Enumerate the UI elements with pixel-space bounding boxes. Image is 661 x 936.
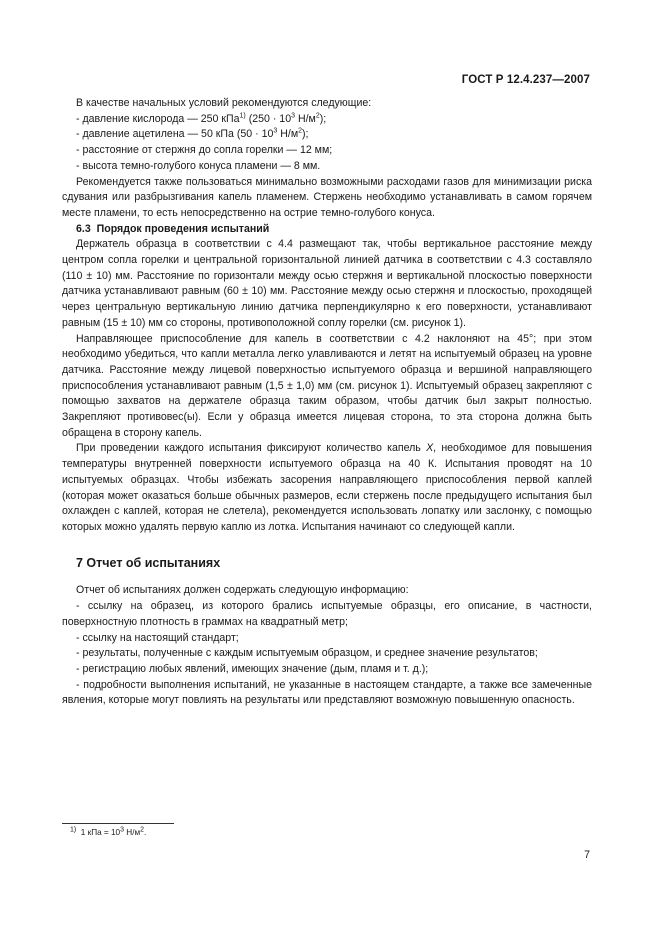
recommendation-paragraph: Рекомендуется также пользоваться минимально возможными расходами газов для минимизации риска сдувания или разбрызгивания капель пламенем. Стержень необходимо устанавливать в самом горячем месте пламени, то есть непосредственно на острие темно-голубого конуса. xyxy=(62,175,592,219)
paragraph-holder-position: Держатель образца в соответствии с 4.4 размещают так, чтобы вертикальное расстояние между центром сопла горелки и центральной горизонтальной линией датчика в соответствии с 4.3 составляло (110 ± 10) мм. Расстояние по горизонтали между осью стержня и вертикальной плоскостью поверхности датчика устанавливают равным (60 ± 10) мм. Расстояние между осью стержня и плоскостью, проходящей через центральную вертикальную линию датчика перпендикулярно к его поверхности, устанавливают равным (15 ± 10) мм со стороны, противоположной соплу горелки (см. рисунок 1). xyxy=(62,238,592,329)
page-number: 7 xyxy=(584,849,590,861)
standard-code-header: ГОСТ Р 12.4.237—2007 xyxy=(461,74,590,86)
report-item-sample: - ссылку на образец, из которого брались испытуемые образцы, его описание, в частности, поверхностную плотность в граммах на квадратный метр; xyxy=(62,600,592,628)
list-item-acetylene: - давление ацетилена — 50 кПа ($50 \cdot 10^3$ $Н/м^2$); xyxy=(76,127,309,141)
report-item-standard: - ссылку на настоящий стандарт; xyxy=(76,631,239,644)
list-item-cone-height: - высота темно-голубого конуса пламени — 8 мм. xyxy=(76,159,321,172)
body-text xyxy=(62,96,592,709)
paragraph-guide-setup: Направляющее приспособление для капель в соответствии с 4.2 наклоняют на 45°; при этом необходимо убедиться, что капли металла легко улавливаются и летят на испытуемый образец на уровне датчика. Расстояние между лицевой поверхностью испытуемого образца и вершиной направляющего приспособления устанавливают равным (1,5 ± 1,0) мм (см. рисунок 1). Испытуемый образец закрепляют с помощью захватов на держателе образца таким образом, чтобы датчик был закрыт полностью. Закрепляют противовес(ы). Если у образца имеется лицевая сторона, то эта сторона должна быть обращена в сторону капель. xyxy=(62,332,592,439)
subsection-heading xyxy=(62,222,592,238)
report-item-details: - подробности выполнения испытаний, не указанные в настоящем стандарте, а также все замеченные явления, которые могут повлиять на результаты или представляют возможную повышенную опасность. xyxy=(62,678,592,707)
report-intro: Отчет об испытаниях должен содержать следующую информацию: xyxy=(76,584,409,597)
footnote-divider xyxy=(62,823,174,824)
conditions-intro: В качестве начальных условий рекомендуются следующие: xyxy=(76,97,372,109)
section-heading: 7 Отчет об испытаниях xyxy=(76,555,221,570)
footnote-ref: 1) xyxy=(239,112,246,120)
list-item-distance: - расстояние от стержня до сопла горелки — 12 мм; xyxy=(76,144,333,157)
footnote: $^{1)}$ 1 кПа = $10^3$ $Н/м^2$. xyxy=(70,826,147,837)
paragraph-test-procedure: При проведении каждого испытания фиксируют количество капель X, необходимое для повышения температуры внутренней поверхности испытуемого образца на 40 К. Испытания проводят на 10 испытуемых образцах. Чтобы избежать засорения направляющего приспособления первой каплей (которая может оказаться больше обычных размеров, если стержень после предыдущего испытания был охлажден с каплей, которая не слетела), рекомендуется использовать лопатку или заслонку, с помощью которых можно удалять первую каплю из лотка. Испытания начинают со следующей капли. xyxy=(62,442,592,533)
variable-x: X xyxy=(426,442,434,455)
subsection-number: 6.3 xyxy=(76,222,91,235)
report-item-phenomena: - регистрацию любых явлений, имеющих значение (дым, пламя и т. д.); xyxy=(76,662,429,675)
footnote-mark: 1) xyxy=(70,826,77,834)
report-item-results: - результаты, полученные с каждым испытуемым образцом, и среднее значение результатов; xyxy=(76,647,538,660)
subsection-title: Порядок проведения испытаний xyxy=(96,222,270,235)
list-item-oxygen: - давление кислорода — 250 кПа$^{1)}$ ($250 \cdot 10^3$ $Н/м^2$); xyxy=(76,112,327,125)
